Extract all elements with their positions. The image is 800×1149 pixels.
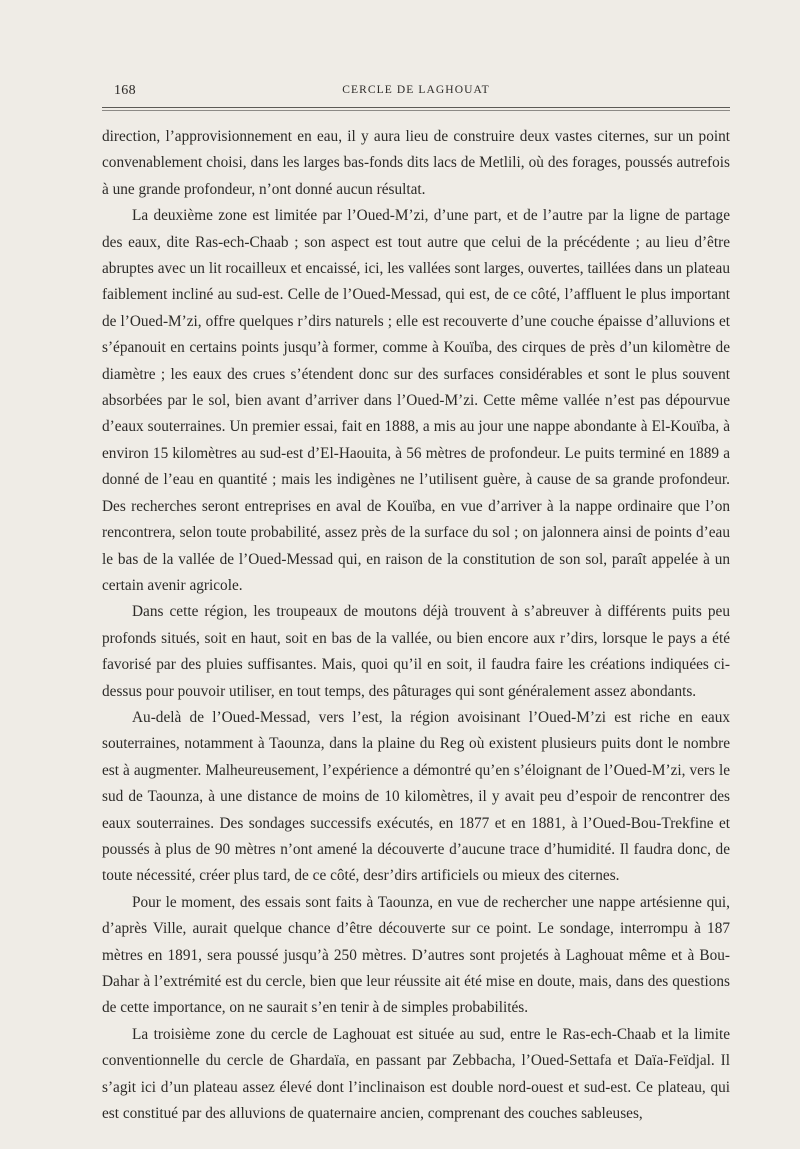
header-rule [102, 107, 730, 108]
paragraph-2: La deuxième zone est limitée par l’Oued-M’zi, d’une part, et de l’autre par la ligne de partage des eaux, dite Ras-ech-Chaab ; son aspect est tout autre que celui de la précédente ; au lieu d’être abruptes avec un lit rocailleux et encaissé, ici, les vallées sont larges, ouvertes, taillées dans un plateau faiblement incliné au sud-est. Celle de l’Oued-Messad, qui est, de ce côté, l’affluent le plus important de l’Oued-M’zi, offre quelques r’dirs naturels ; elle est recouverte d’une couche épaisse d’alluvions et s’épanouit en certains points jusqu’à former, comme à Kouïba, des cirques de près d’un kilomètre de diamètre ; les eaux des crues s’étendent donc sur des surfaces considérables et sont le plus souvent absorbées par le sol, bien avant d’arriver dans l’Oued-M’zi. Cette même vallée n’est pas dépourvue d’eaux souterraines. Un premier essai, fait en 1888, a mis au jour une nappe abondante à El-Kouïba, à environ 15 kilomètres au sud-est d’El-Haouita, à 56 mètres de profondeur. Le puits terminé en 1889 a donné de l’eau en quantité ; mais les indigènes ne l’utilisent guère, à cause de sa grande profondeur. Des recherches seront entreprises en aval de Kouïba, en vue d’arriver à la nappe ordinaire que l’on rencontrera, selon toute probabilité, assez près de la surface du sol ; on jalonnera ainsi de points d’eau le bas de la vallée de l’Oued-Messad qui, en raison de la constitution de son sol, paraît appelée à un certain avenir agricole. [102, 207, 730, 594]
page-header [102, 80, 730, 106]
paragraph-3: Dans cette région, les troupeaux de moutons déjà trouvent à s’abreuver à différents puits peu profonds situés, soit en haut, soit en bas de la vallée, ou bien encore aux r’dirs, lorsque le pays a été favorisé par des pluies suffisantes. Mais, quoi qu’il en soit, il faudra faire les créations indiquées ci-dessus pour pouvoir utiliser, en tout temps, des pâturages qui sont généralement assez abondants. [102, 603, 730, 700]
paragraph-1: direction, l’approvisionnement en eau, il y aura lieu de construire deux vastes citernes, sur un point convenablement choisi, dans les larges bas-fonds dits lacs de Metlili, où des forages, poussés autrefois à une grande profondeur, n’ont donné aucun résultat. [102, 128, 730, 198]
paragraph-4: Au-delà de l’Oued-Messad, vers l’est, la région avoisinant l’Oued-M’zi est riche en eaux souterraines, notamment à Taounza, dans la plaine du Reg où existent plusieurs puits dont le nombre est à augmenter. Malheureusement, l’expérience a démontré qu’en s’éloignant de l’Oued-M’zi, vers le sud de Taounza, à une distance de moins de 10 kilomètres, il y avait peu d’espoir de rencontrer des eaux souterraines. Des sondages successifs exécutés, en 1877 et en 1881, à l’Oued-Bou-Trekfine et poussés à plus de 90 mètres n’ont amené la découverte d’aucune trace d’humidité. Il faudra donc, de toute nécessité, créer plus tard, de ce côté, desr’dirs artificiels ou mieux des citernes. [102, 708, 730, 885]
running-title: CERCLE DE LAGHOUAT [342, 84, 490, 96]
paragraph-6: La troisième zone du cercle de Laghouat est située au sud, entre le Ras-ech-Chaab et la limite conventionnelle du cercle de Ghardaïa, en passant par Zebbacha, l’Oued-Settafa et Daïa-Feïdjal. Il s’agit ici d’un plateau assez élevé dont l’inclinaison est double nord-ouest et sud-est. Ce plateau, qui est constitué par des alluvions de quaternaire ancien, comprenant des couches sableuses, [102, 1025, 730, 1123]
page-number: 168 [114, 83, 136, 98]
header-rule-thin [102, 110, 730, 111]
paragraph-5: Pour le moment, des essais sont faits à Taounza, en vue de rechercher une nappe artésienne qui, d’après Ville, aurait quelque chance d’être découverte sur ce point. Le sondage, interrompu à 187 mètres en 1891, sera poussé jusqu’à 250 mètres. D’autres sont projetés à Laghouat même et à Bou-Dahar à l’extrémité est du cercle, bien que leur réussite ait été mise en doute, mais, dans des questions de cette importance, on ne saurait s’en tenir à de simples probabilités. [102, 893, 730, 1017]
body-text [102, 124, 730, 1127]
